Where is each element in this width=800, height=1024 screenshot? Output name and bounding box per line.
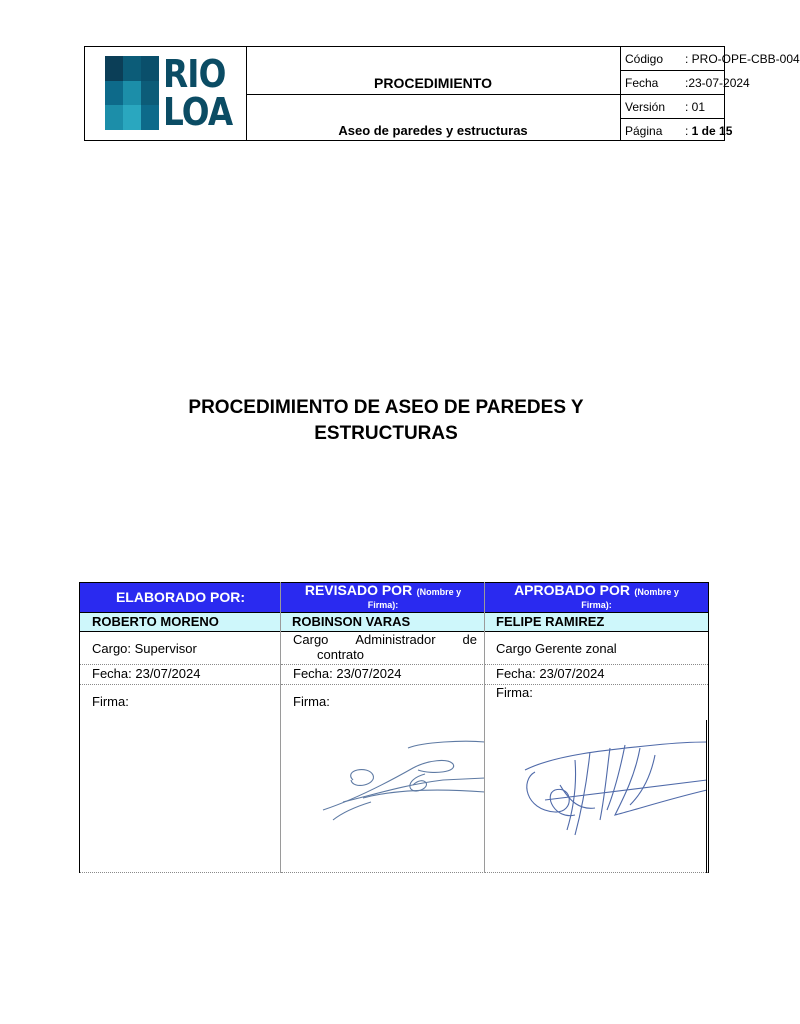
meta-key-fecha: Fecha	[625, 76, 659, 90]
cargo-cell: Cargo Gerente zonal	[485, 632, 708, 665]
firma-cell	[80, 685, 281, 873]
firma-label: Firma:	[293, 694, 330, 709]
approval-column-aprobado	[484, 582, 709, 873]
meta-value-version: : 01	[685, 100, 706, 114]
firma-label: Firma:	[496, 685, 533, 700]
firma-cell	[281, 685, 485, 873]
header-label: ELABORADO POR:	[115, 589, 246, 605]
fecha-cell: Fecha: 23/07/2024	[281, 665, 485, 685]
cargo-cell: Cargo Administrador de contrato	[281, 632, 485, 665]
meta-value-fecha: :23-07-2024	[685, 76, 750, 90]
header-note-line2: Firma):	[367, 600, 399, 610]
approval-table	[79, 582, 708, 873]
fecha-cell: Fecha: 23/07/2024	[80, 665, 281, 685]
doc-type: PROCEDIMIENTO	[374, 74, 492, 91]
header-label: APROBADO POR	[514, 582, 630, 598]
meta-value-pagina: : 1 de 15	[685, 124, 733, 138]
title-line-2: ESTRUCTURAS	[314, 423, 458, 444]
column-header	[80, 582, 281, 613]
logo-text-rio: RIO	[163, 52, 226, 96]
firma-label: Firma:	[92, 694, 129, 709]
title-line-1: PROCEDIMIENTO DE ASEO DE PAREDES Y	[188, 397, 584, 418]
document-title	[0, 395, 772, 447]
logo-cell	[85, 47, 247, 140]
header-note: (Nombre y	[634, 587, 679, 597]
name-cell: ROBERTO MORENO	[80, 613, 281, 632]
header-label: REVISADO POR	[304, 582, 413, 598]
document-header	[84, 46, 800, 141]
column-header	[281, 582, 485, 613]
name-cell: FELIPE RAMIREZ	[485, 613, 708, 632]
approval-column-elaborado	[79, 582, 281, 873]
doc-subject: Aseo de paredes y estructuras	[338, 123, 528, 138]
table-right-border	[706, 720, 707, 873]
logo-text-loa: LOA	[163, 90, 233, 134]
signature-felipe-icon	[515, 740, 707, 840]
logo-mosaic-icon	[105, 56, 159, 130]
column-header	[485, 582, 708, 613]
firma-cell	[485, 685, 708, 873]
approval-column-revisado	[280, 582, 485, 873]
signature-robinson-icon	[313, 740, 485, 830]
meta-value-codigo: : PRO-OPE-CBB-004	[685, 52, 800, 66]
meta-key-pagina: Página	[625, 124, 663, 138]
header-note-line2: Firma):	[581, 600, 612, 610]
meta-key-codigo: Código	[625, 52, 664, 66]
header-middle	[246, 47, 621, 140]
cargo-cell: Cargo: Supervisor	[80, 632, 281, 665]
name-cell: ROBINSON VARAS	[281, 613, 485, 632]
fecha-cell: Fecha: 23/07/2024	[485, 665, 708, 685]
header-note: (Nombre y	[416, 587, 462, 597]
meta-key-version: Versión	[625, 100, 666, 114]
header-meta	[621, 47, 800, 140]
